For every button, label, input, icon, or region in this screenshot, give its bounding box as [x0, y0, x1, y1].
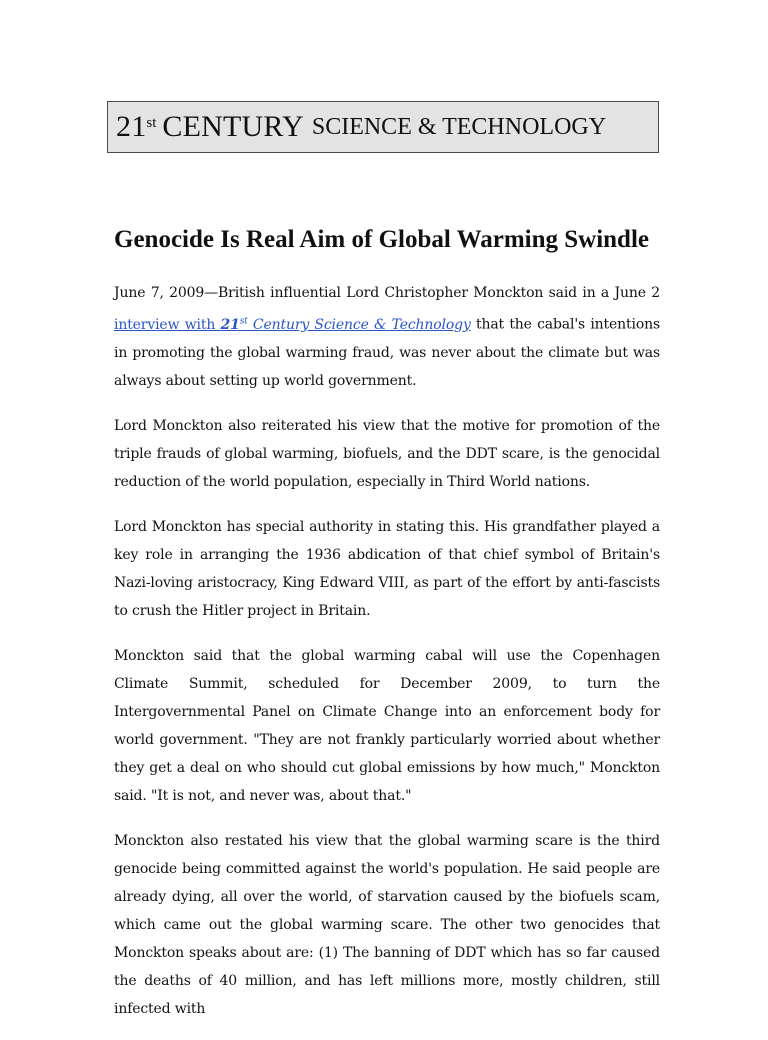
masthead-banner: [107, 101, 659, 153]
interview-link-prefix: interview with: [114, 316, 221, 333]
article-paragraph-2: Lord Monckton also reiterated his view that the motive for promotion of the triple frauds of global warming, biofuels, and the DDT scare, is the genocidal reduction of the world population, especially in Third World nations.: [114, 417, 660, 490]
interview-link[interactable]: [114, 317, 471, 333]
interview-link-number: 21: [220, 316, 240, 333]
article-paragraph-1: [114, 279, 660, 395]
article-paragraph-4: Monckton said that the global warming cabal will use the Copenhagen Climate Summit, scheduled for December 2009, to turn the Intergovernmental Panel on Climate Change into an enforcement body for world government. "They are not frankly particularly worried about whether they get a deal on who should cut global emissions by how much," Monckton said. "It is not, and never was, about that.": [114, 647, 660, 804]
article-title: Genocide Is Real Aim of Global Warming Swindle: [114, 226, 649, 253]
masthead-subtitle: SCIENCE & TECHNOLOGY: [311, 113, 607, 140]
masthead-number: 21: [116, 110, 147, 143]
interview-link-title: Century Science & Technology: [247, 316, 471, 333]
masthead-ordinal: st: [146, 114, 157, 131]
article-paragraph-5: Monckton also restated his view that the global warming scare is the third genocide being committed against the world's population. He said people are already dying, all over the world, of starvation caused by the biofuels scam, which came out the global warming scare. The other two genocides that Monckton speaks about are: (1) The banning of DDT which has so far caused the deaths of 40 million, and has left millions more, mostly children, still infected with: [114, 832, 660, 1017]
article-paragraph-3: Lord Monckton has special authority in stating this. His grandfather played a key role in arranging the 1936 abdication of that chief symbol of Britain's Nazi-loving aristocracy, King Edward VIII, as part of the effort by anti-fascists to crush the Hitler project in Britain.: [114, 518, 660, 619]
dateline-text: June 7, 2009—British influential Lord Christopher Monckton said in a June 2: [114, 285, 660, 301]
interview-link-ordinal: st: [239, 316, 248, 326]
paragraph-1-rest: that the cabal's intentions in promoting the global warming fraud, was never about the climate but was always about setting up world government.: [114, 316, 660, 389]
masthead-century: CENTURY: [162, 110, 304, 143]
article: [114, 224, 660, 1040]
